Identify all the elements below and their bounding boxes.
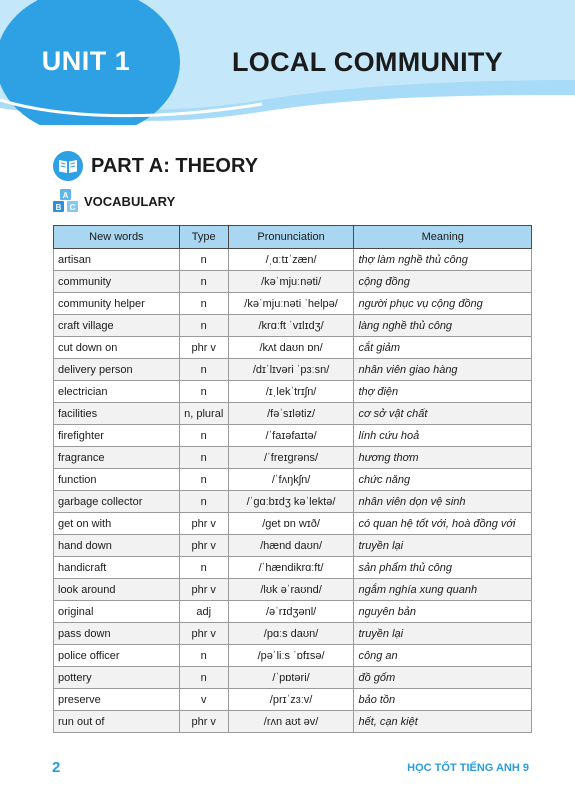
table-row [54, 469, 532, 491]
cell-pronunciation: /ˈɡɑːbɪdʒ kəˈlektə/ [228, 491, 354, 513]
cell-type: phr v [179, 623, 228, 645]
cell-pronunciation: /pəˈliːs ˈɒfɪsə/ [228, 645, 354, 667]
cell-meaning: công an [354, 645, 532, 667]
table-row [54, 315, 532, 337]
column-header-type: Type [179, 226, 228, 249]
part-title: PART A: THEORY [91, 154, 259, 177]
cell-pronunciation: /hænd daʊn/ [228, 535, 354, 557]
cell-meaning: có quan hệ tốt với, hoà đồng với [354, 513, 532, 535]
cell-meaning: thợ điện [354, 381, 532, 403]
cell-type: n [179, 271, 228, 293]
table-row [54, 557, 532, 579]
cell-pronunciation: /əˈrɪdʒənl/ [228, 601, 354, 623]
cell-type: n [179, 469, 228, 491]
cell-new-word: community [54, 271, 180, 293]
table-row [54, 337, 532, 359]
unit-label: UNIT 1 [41, 46, 131, 76]
table-row [54, 623, 532, 645]
cell-type: n [179, 491, 228, 513]
cell-type: n [179, 557, 228, 579]
table-row [54, 271, 532, 293]
cell-new-word: pass down [54, 623, 180, 645]
vocabulary-table [53, 225, 532, 733]
cell-type: phr v [179, 513, 228, 535]
cell-type: n [179, 381, 228, 403]
cell-new-word: look around [54, 579, 180, 601]
section-title: VOCABULARY [84, 193, 176, 209]
table-row [54, 447, 532, 469]
cell-meaning: hết, cạn kiệt [354, 711, 532, 733]
cell-type: n [179, 249, 228, 271]
cell-meaning: chức năng [354, 469, 532, 491]
cell-meaning: nhân viên giao hàng [354, 359, 532, 381]
cell-pronunciation: /krɑːft ˈvɪlɪdʒ/ [228, 315, 354, 337]
cell-type: phr v [179, 711, 228, 733]
cell-type: adj [179, 601, 228, 623]
table-row [54, 359, 532, 381]
cell-type: n [179, 315, 228, 337]
cell-type: phr v [179, 579, 228, 601]
cell-pronunciation: /kəˈmjuːnəti/ [228, 271, 354, 293]
table-row [54, 491, 532, 513]
cell-pronunciation: /ˈfaɪəfaɪtə/ [228, 425, 354, 447]
svg-text:C: C [69, 203, 76, 212]
table-row [54, 425, 532, 447]
cell-meaning: cắt giảm [354, 337, 532, 359]
cell-meaning: cộng đồng [354, 271, 532, 293]
cell-meaning: đồ gốm [354, 667, 532, 689]
cell-pronunciation: /pɑːs daʊn/ [228, 623, 354, 645]
cell-type: n [179, 425, 228, 447]
column-header-new-words: New words [54, 226, 180, 249]
cell-new-word: get on with [54, 513, 180, 535]
cell-meaning: nguyên bản [354, 601, 532, 623]
cell-pronunciation: /ˈfʌŋkʃn/ [228, 469, 354, 491]
unit-title: LOCAL COMMUNITY [232, 47, 503, 77]
table-row [54, 535, 532, 557]
table-body [54, 249, 532, 733]
table-row [54, 689, 532, 711]
cell-pronunciation: /ˌɑːtɪˈzæn/ [228, 249, 354, 271]
cell-meaning: ngắm nghía xung quanh [354, 579, 532, 601]
cell-pronunciation: /ɡet ɒn wɪð/ [228, 513, 354, 535]
table-row [54, 513, 532, 535]
table-row [54, 381, 532, 403]
cell-type: n [179, 447, 228, 469]
cell-type: n [179, 645, 228, 667]
cell-meaning: làng nghề thủ công [354, 315, 532, 337]
cell-type: n [179, 293, 228, 315]
cell-pronunciation: /ˈfreɪɡrəns/ [228, 447, 354, 469]
svg-text:B: B [55, 203, 62, 212]
cell-new-word: community helper [54, 293, 180, 315]
cell-meaning: truyền lại [354, 623, 532, 645]
cell-new-word: handicraft [54, 557, 180, 579]
cell-new-word: run out of [54, 711, 180, 733]
cell-meaning: cơ sở vật chất [354, 403, 532, 425]
svg-text:A: A [62, 191, 69, 200]
cell-meaning: hương thơm [354, 447, 532, 469]
cell-meaning: lính cứu hoả [354, 425, 532, 447]
cell-new-word: function [54, 469, 180, 491]
cell-pronunciation: /ɪˌlekˈtrɪʃn/ [228, 381, 354, 403]
cell-pronunciation: /ˈhændikrɑːft/ [228, 557, 354, 579]
column-header-meaning: Meaning [354, 226, 532, 249]
cell-new-word: craft village [54, 315, 180, 337]
cell-pronunciation: /rʌn aʊt əv/ [228, 711, 354, 733]
cell-new-word: artisan [54, 249, 180, 271]
cell-pronunciation: /lʊk əˈraʊnd/ [228, 579, 354, 601]
cell-new-word: cut down on [54, 337, 180, 359]
table-header-row [54, 226, 532, 249]
table-row [54, 645, 532, 667]
cell-type: n [179, 667, 228, 689]
table-row [54, 249, 532, 271]
table-row [54, 579, 532, 601]
cell-new-word: hand down [54, 535, 180, 557]
table-row [54, 667, 532, 689]
cell-pronunciation: /fəˈsɪlətiz/ [228, 403, 354, 425]
column-header-pronunciation: Pronunciation [228, 226, 354, 249]
cell-pronunciation: /prɪˈzɜːv/ [228, 689, 354, 711]
cell-pronunciation: /ˈpɒtəri/ [228, 667, 354, 689]
cell-meaning: thợ làm nghề thủ công [354, 249, 532, 271]
cell-meaning: người phục vụ cộng đồng [354, 293, 532, 315]
book-title: HỌC TỐT TIẾNG ANH 9 [407, 762, 529, 774]
cell-type: phr v [179, 535, 228, 557]
cell-type: v [179, 689, 228, 711]
cell-pronunciation: /kʌt daʊn ɒn/ [228, 337, 354, 359]
cell-new-word: electrician [54, 381, 180, 403]
cell-type: n [179, 359, 228, 381]
cell-new-word: garbage collector [54, 491, 180, 513]
cell-new-word: firefighter [54, 425, 180, 447]
page-number: 2 [52, 759, 61, 776]
cell-new-word: facilities [54, 403, 180, 425]
cell-meaning: sản phẩm thủ công [354, 557, 532, 579]
cell-new-word: preserve [54, 689, 180, 711]
cell-type: phr v [179, 337, 228, 359]
part-heading [52, 148, 258, 184]
cell-new-word: fragrance [54, 447, 180, 469]
cell-meaning: bảo tồn [354, 689, 532, 711]
open-book-icon [52, 150, 84, 182]
cell-new-word: original [54, 601, 180, 623]
cell-pronunciation: /kəˈmjuːnəti ˈhelpə/ [228, 293, 354, 315]
cell-meaning: nhân viên dọn vệ sinh [354, 491, 532, 513]
cell-new-word: police officer [54, 645, 180, 667]
cell-new-word: pottery [54, 667, 180, 689]
table-row [54, 403, 532, 425]
cell-type: n, plural [179, 403, 228, 425]
section-heading [52, 187, 175, 215]
table-row [54, 601, 532, 623]
cell-meaning: truyền lại [354, 535, 532, 557]
cell-new-word: delivery person [54, 359, 180, 381]
table-row [54, 293, 532, 315]
table-row [54, 711, 532, 733]
cell-pronunciation: /dɪˈlɪvəri ˈpɜːsn/ [228, 359, 354, 381]
abc-blocks-icon [52, 188, 80, 214]
